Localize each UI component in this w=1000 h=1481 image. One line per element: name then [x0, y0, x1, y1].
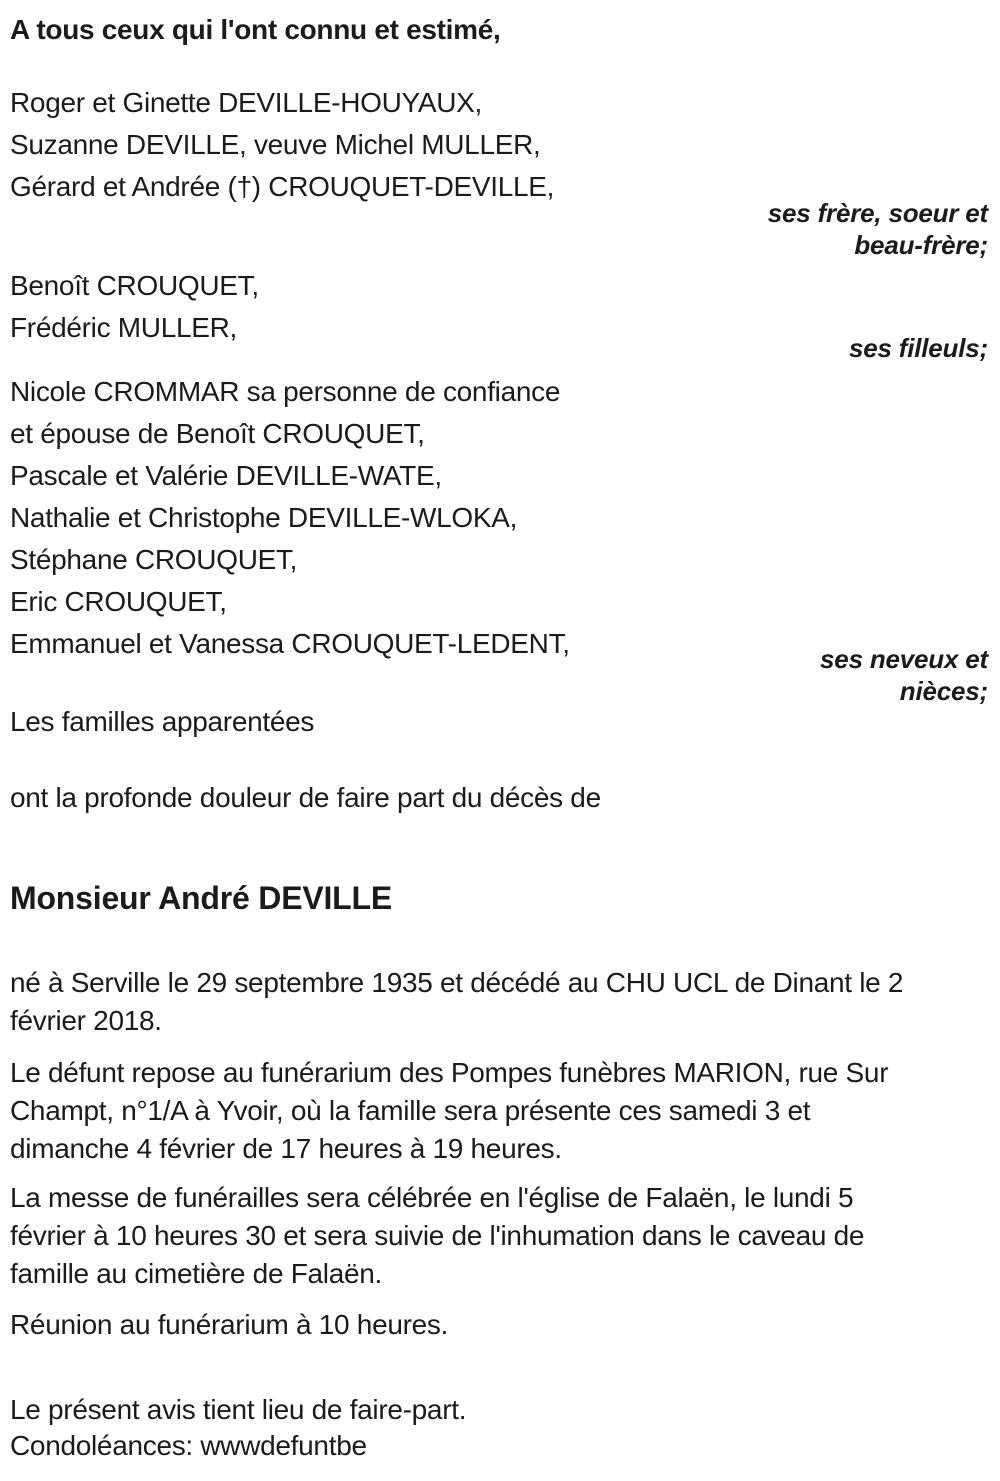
- announcement-line: ont la profonde douleur de faire part du décès de: [10, 782, 601, 813]
- mourners-group-nephews-nieces: [10, 371, 988, 665]
- notice-line: Le présent avis tient lieu de faire-part.: [10, 1394, 467, 1425]
- paragraph-line: La messe de funérailles sera célébrée en l'église de Falaën, le lundi 5: [10, 1182, 854, 1213]
- paragraph-line: dimanche 4 février de 17 heures à 19 heures.: [10, 1133, 562, 1164]
- mourner-line: Roger et Ginette DEVILLE-HOUYAUX,: [10, 87, 482, 118]
- relation-label-line: ses neveux et: [820, 644, 988, 674]
- mourner-line: Emmanuel et Vanessa CROUQUET-LEDENT,: [10, 628, 570, 659]
- relation-label-line: ses filleuls;: [848, 333, 988, 363]
- mourner-line: Stéphane CROUQUET,: [10, 544, 298, 575]
- related-families-block: [10, 701, 988, 743]
- mourner-line: et épouse de Benoît CROUQUET,: [10, 418, 425, 449]
- reunion-paragraph: [10, 1306, 988, 1344]
- mourner-line: Frédéric MULLER,: [10, 312, 238, 343]
- mourner-line: Nathalie et Christophe DEVILLE-WLOKA,: [10, 502, 518, 533]
- birth-death-paragraph: [10, 964, 988, 1040]
- paragraph-line: février à 10 heures 30 et sera suivie de l'inhumation dans le caveau de: [10, 1220, 865, 1251]
- relation-label-line: nièces;: [899, 676, 988, 706]
- mourner-line: Suzanne DEVILLE, veuve Michel MULLER,: [10, 129, 541, 160]
- paragraph-line: Le défunt repose au funérarium des Pompes funèbres MARION, rue Sur: [10, 1057, 889, 1088]
- related-families-line: Les familles apparentées: [10, 706, 315, 737]
- relation-label-line: ses frère, soeur et: [767, 198, 988, 228]
- mourner-line: Gérard et Andrée (†) CROUQUET-DEVILLE,: [10, 171, 555, 202]
- notice-paragraph: [10, 1392, 988, 1464]
- reunion-line: Réunion au funérarium à 10 heures.: [10, 1309, 449, 1340]
- mourner-line: Eric CROUQUET,: [10, 586, 227, 617]
- mourner-line: Pascale et Valérie DEVILLE-WATE,: [10, 460, 442, 491]
- intro-line: A tous ceux qui l'ont connu et estimé,: [10, 14, 501, 45]
- deceased-name-title: Monsieur André DEVILLE: [10, 880, 393, 916]
- mourners-group-siblings: [10, 82, 988, 208]
- relation-label-line: beau-frère;: [854, 230, 988, 260]
- deceased-name-block: [10, 875, 988, 921]
- paragraph-line: famille au cimetière de Falaën.: [10, 1258, 382, 1289]
- paragraph-line: né à Serville le 29 septembre 1935 et décédé au CHU UCL de Dinant le 2: [10, 967, 904, 998]
- funeral-mass-paragraph: [10, 1179, 988, 1293]
- announcement-block: [10, 777, 988, 819]
- mourner-line: Benoît CROUQUET,: [10, 270, 259, 301]
- intro-block: [10, 9, 988, 51]
- mourner-line: Nicole CROMMAR sa personne de confiance: [10, 376, 561, 407]
- repose-paragraph: [10, 1054, 988, 1168]
- condolences-line: Condoléances: wwwdefuntbe: [10, 1430, 367, 1461]
- paragraph-line: février 2018.: [10, 1005, 162, 1036]
- paragraph-line: Champt, n°1/A à Yvoir, où la famille sera présente ces samedi 3 et: [10, 1095, 811, 1126]
